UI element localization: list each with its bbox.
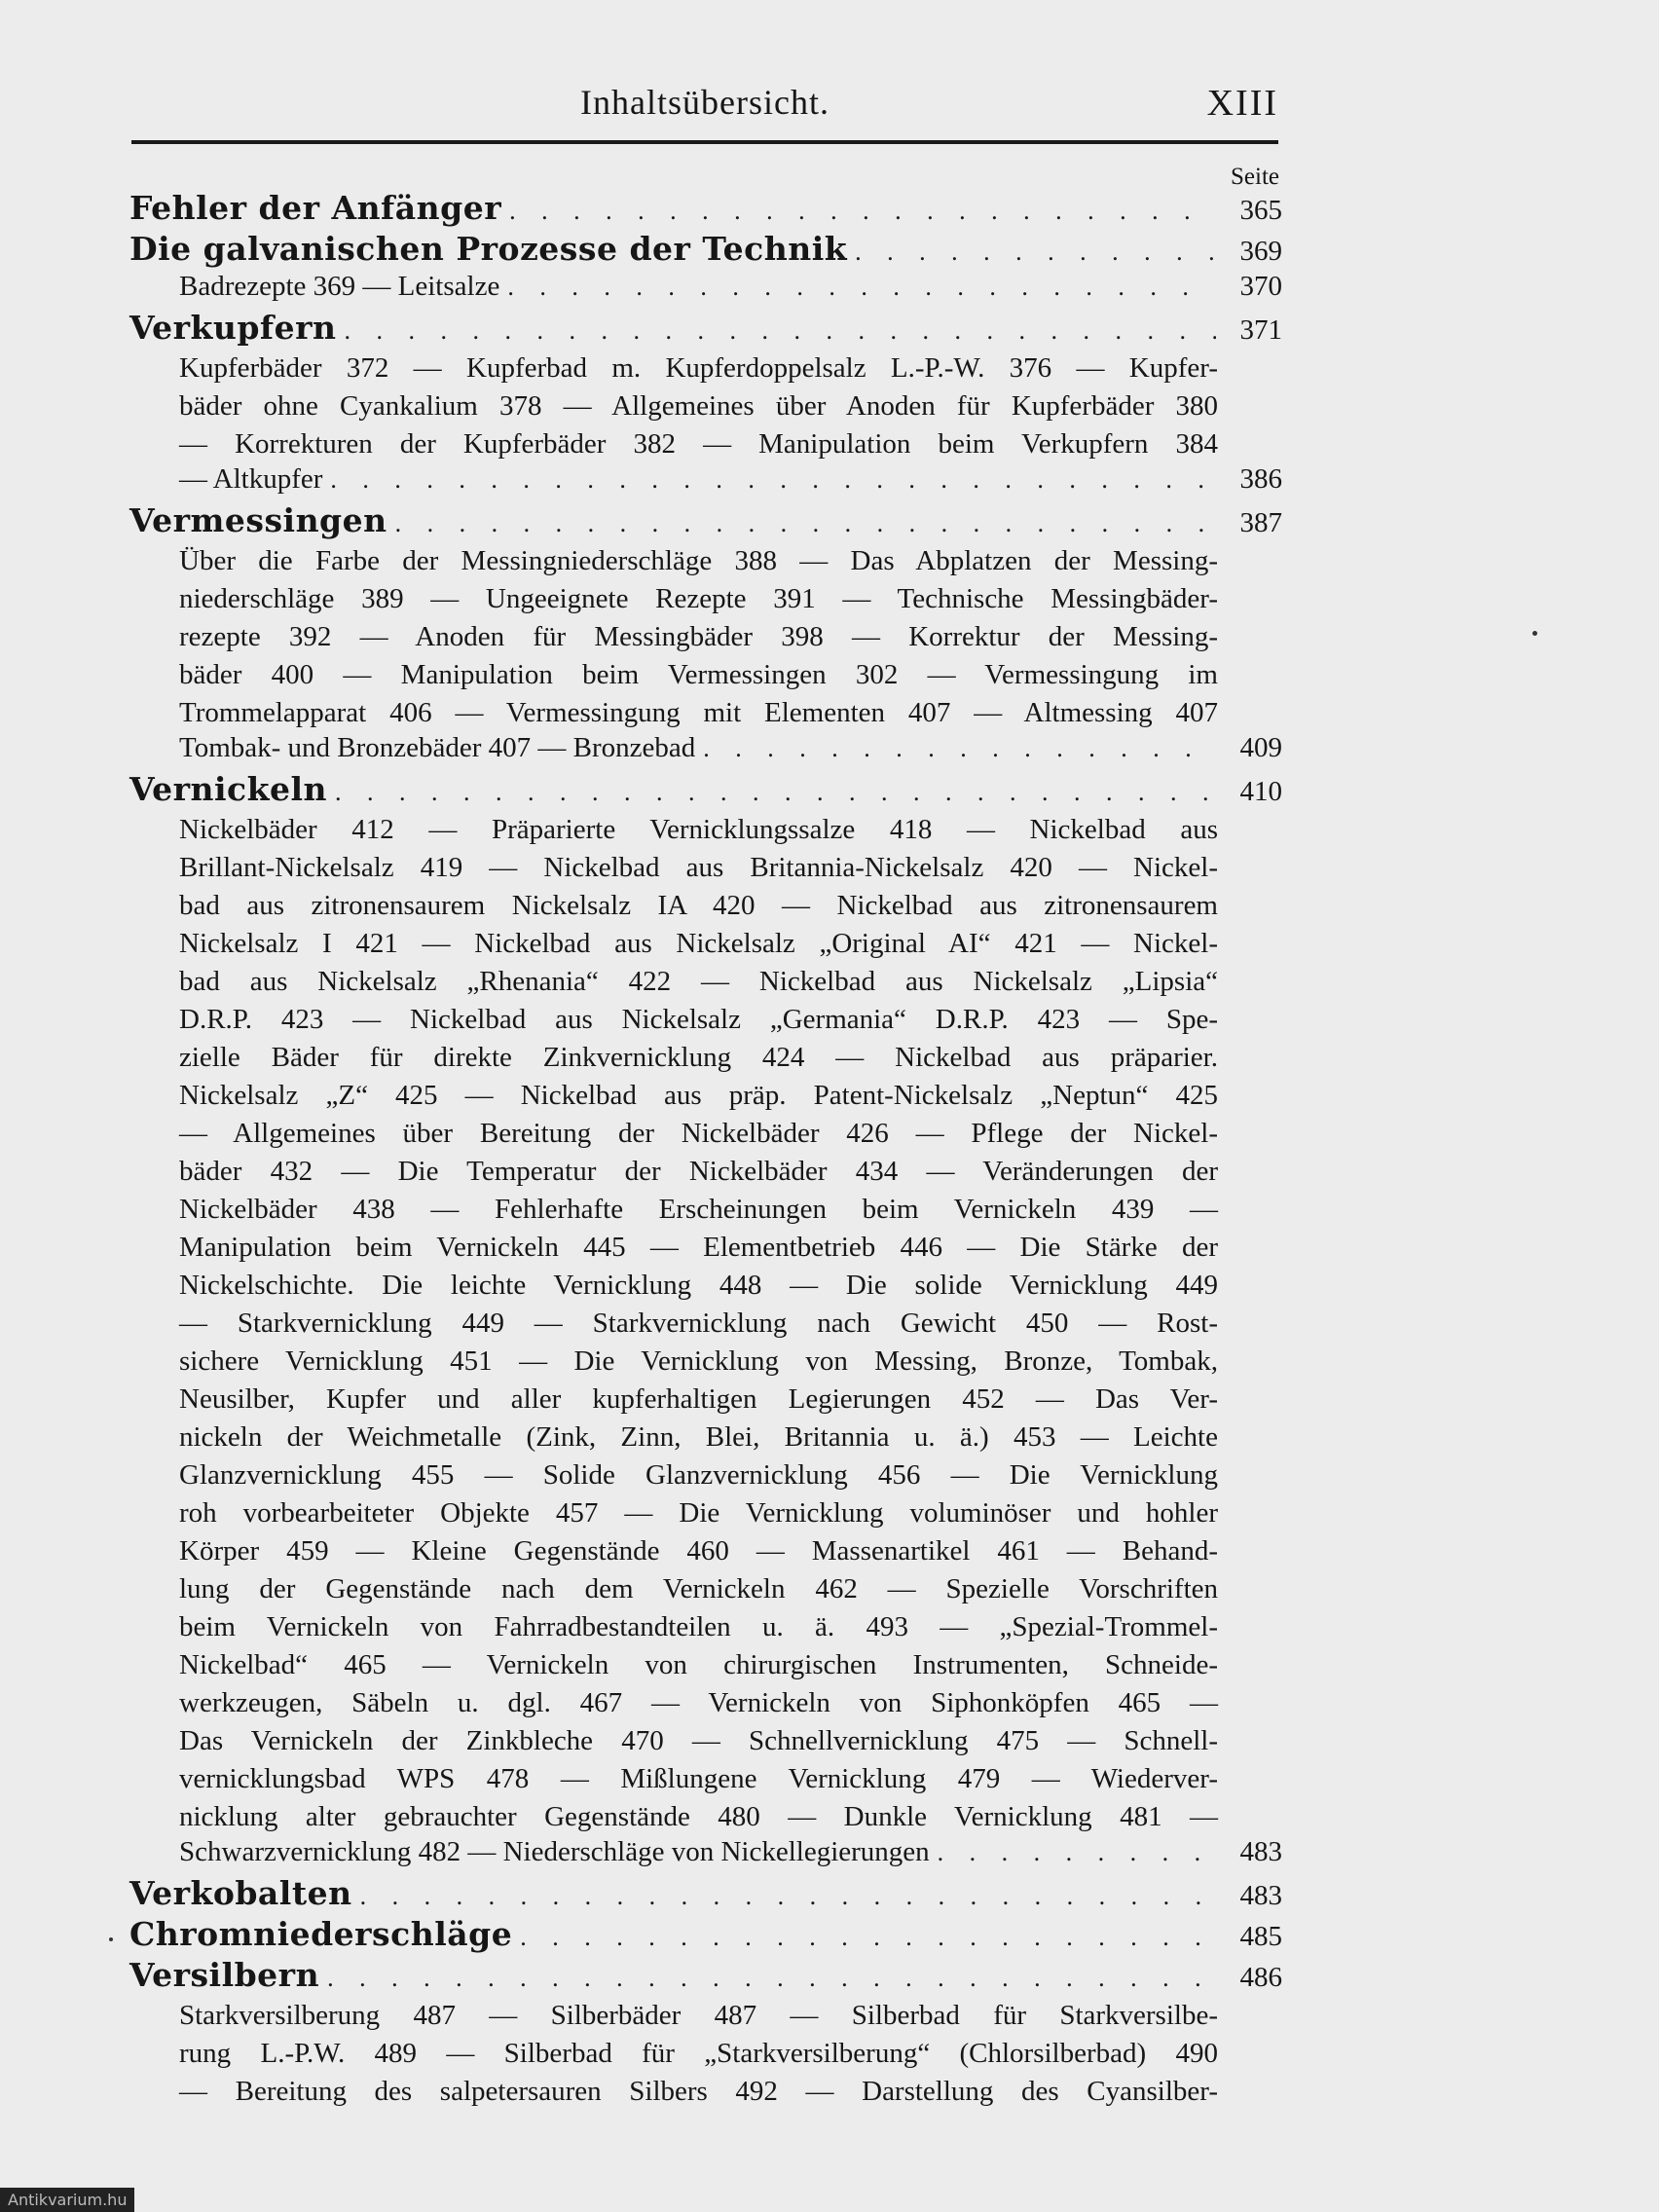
toc-paragraph-line: Nickelbad“ 465 — Vernickeln von chirurgischen Instrumenten, Schneide- <box>179 1649 1218 1680</box>
toc-page-number: 486 <box>1239 1962 1282 1993</box>
toc-entry-text: Schwarzvernicklung 482 — Niederschläge von Nickellegierungen <box>179 1836 930 1867</box>
toc-entry-text: Fehler der Anfänger <box>129 189 502 227</box>
toc-paragraph-line: rezepte 392 — Anoden für Messingbäder 398 — Korrektur der Messing- <box>179 621 1218 652</box>
toc-heading <box>129 770 1282 811</box>
toc-page-number: 485 <box>1239 1921 1282 1952</box>
toc-paragraph-line: Nickelbäder 412 — Präparierte Vernicklungssalze 418 — Nickelbad aus <box>179 814 1218 845</box>
toc-entry-text: Die galvanischen Prozesse der Technik <box>129 230 848 268</box>
toc-paragraph-line: Neusilber, Kupfer und aller kupferhaltigen Legierungen 452 — Das Ver- <box>179 1383 1218 1415</box>
toc-subentry <box>129 1836 1282 1874</box>
dot-leader <box>395 509 1216 538</box>
page-title: Inhaltsübersicht. <box>580 83 830 122</box>
dot-leader <box>509 197 1216 226</box>
toc-paragraph-line: bäder 400 — Manipulation beim Vermessingen 302 — Vermessingung im <box>179 659 1218 690</box>
toc-entry-text: Chromniederschläge <box>129 1915 513 1953</box>
toc-paragraph-line: vernicklungsbad WPS 478 — Mißlungene Vernicklung 479 — Wiederver- <box>179 1763 1218 1794</box>
page-number: XIII <box>1206 83 1278 124</box>
toc-heading <box>129 1956 1282 1997</box>
toc-subentry <box>129 463 1282 501</box>
toc-entry-text: Versilbern <box>129 1956 320 1994</box>
toc-paragraph <box>129 811 1218 1836</box>
toc-entry-text: Vernickeln <box>129 770 327 808</box>
toc-paragraph-line: Über die Farbe der Messingniederschläge 388 — Das Abplatzen der Messing- <box>179 545 1218 576</box>
toc-page-number: 369 <box>1239 236 1282 267</box>
toc-paragraph-line: Brillant-Nickelsalz 419 — Nickelbad aus Britannia-Nickelsalz 420 — Nickel- <box>179 852 1218 883</box>
toc-page-number: 365 <box>1239 195 1282 226</box>
toc-page-number: 483 <box>1239 1836 1282 1867</box>
toc-heading <box>129 501 1282 542</box>
toc-heading <box>129 189 1282 230</box>
toc-paragraph <box>129 350 1218 463</box>
seite-label: Seite <box>1231 164 1279 190</box>
toc-subentry <box>129 271 1282 309</box>
toc-paragraph-line: werkzeugen, Säbeln u. dgl. 467 — Vernickeln von Siphonköpfen 465 — <box>179 1687 1218 1718</box>
toc-paragraph-line: bäder ohne Cyankalium 378 — Allgemeines über Anoden für Kupferbäder 380 <box>179 390 1218 422</box>
toc-paragraph-line: bad aus Nickelsalz „Rhenania“ 422 — Nickelbad aus Nickelsalz „Lipsia“ <box>179 966 1218 997</box>
toc-page-number: 483 <box>1239 1880 1282 1911</box>
toc-paragraph-line: Manipulation beim Vernickeln 445 — Elementbetrieb 446 — Die Stärke der <box>179 1232 1218 1263</box>
toc-paragraph-line: zielle Bäder für direkte Zinkvernicklung 424 — Nickelbad aus präparier. <box>179 1042 1218 1073</box>
toc-paragraph-line: Nickelschichte. Die leichte Vernicklung 448 — Die solide Vernicklung 449 <box>179 1270 1218 1301</box>
dot-leader <box>344 316 1216 346</box>
toc-paragraph-line: Trommelapparat 406 — Vermessingung mit Elementen 407 — Altmessing 407 <box>179 697 1218 728</box>
toc-paragraph-line: lung der Gegenstände nach dem Vernickeln 462 — Spezielle Vorschriften <box>179 1573 1218 1604</box>
toc-paragraph-line: Nickelbäder 438 — Fehlerhafte Erscheinungen beim Vernickeln 439 — <box>179 1194 1218 1225</box>
table-of-contents <box>129 189 1282 2111</box>
toc-paragraph-line: rung L.-P.W. 489 — Silberbad für „Starkversilberung“ (Chlorsilberbad) 490 <box>179 2038 1218 2069</box>
toc-paragraph-line: Nickelsalz „Z“ 425 — Nickelbad aus präp. Patent-Nickelsalz „Neptun“ 425 <box>179 1080 1218 1111</box>
toc-paragraph <box>129 542 1218 732</box>
toc-page-number: 410 <box>1239 776 1282 807</box>
toc-heading <box>129 309 1282 350</box>
toc-paragraph-line: — Allgemeines über Bereitung der Nickelbäder 426 — Pflege der Nickel- <box>179 1118 1218 1149</box>
toc-paragraph-line: Glanzvernicklung 455 — Solide Glanzvernicklung 456 — Die Vernicklung <box>179 1459 1218 1491</box>
watermark: Antikvarium.hu <box>0 2188 134 2212</box>
toc-paragraph-line: Das Vernickeln der Zinkbleche 470 — Schnellvernicklung 475 — Schnell- <box>179 1725 1218 1756</box>
toc-heading <box>129 230 1282 271</box>
toc-paragraph-line: niederschläge 389 — Ungeeignete Rezepte 391 — Technische Messingbäder- <box>179 583 1218 614</box>
toc-entry-text: — Altkupfer <box>179 463 323 495</box>
toc-paragraph-line: Kupferbäder 372 — Kupferbad m. Kupferdoppelsalz L.-P.-W. 376 — Kupfer- <box>179 352 1218 384</box>
toc-paragraph-line: D.R.P. 423 — Nickelbad aus Nickelsalz „Germania“ D.R.P. 423 — Spe- <box>179 1004 1218 1035</box>
toc-entry-text: Tombak- und Bronzebäder 407 — Bronzebad <box>179 732 696 763</box>
dot-leader <box>703 734 1216 763</box>
toc-paragraph-line: nickeln der Weichmetalle (Zink, Zinn, Blei, Britannia u. ä.) 453 — Leichte <box>179 1421 1218 1453</box>
toc-paragraph <box>129 1997 1218 2111</box>
toc-paragraph-line: Starkversilberung 487 — Silberbäder 487 — Silberbad für Starkversilbe- <box>179 2000 1218 2031</box>
toc-paragraph-line: Körper 459 — Kleine Gegenstände 460 — Massenartikel 461 — Behand- <box>179 1535 1218 1567</box>
toc-heading <box>129 1874 1282 1915</box>
paper-speck <box>109 1937 113 1941</box>
toc-paragraph-line: roh vorbearbeiteter Objekte 457 — Die Vernicklung voluminöser und hohler <box>179 1497 1218 1529</box>
toc-paragraph-line: — Starkvernicklung 449 — Starkvernicklung nach Gewicht 450 — Rost- <box>179 1308 1218 1339</box>
dot-leader <box>520 1923 1216 1952</box>
running-head <box>131 82 1278 130</box>
toc-page-number: 409 <box>1239 732 1282 763</box>
toc-entry-text: Badrezepte 369 — Leitsalze <box>179 271 500 302</box>
dot-leader <box>855 238 1216 267</box>
toc-paragraph-line: bäder 432 — Die Temperatur der Nickelbäder 434 — Veränderungen der <box>179 1156 1218 1187</box>
paper-speck <box>1532 631 1537 636</box>
toc-paragraph-line: beim Vernickeln von Fahrradbestandteilen u. ä. 493 — „Spezial-Trommel- <box>179 1611 1218 1642</box>
toc-page-number: 370 <box>1239 271 1282 302</box>
toc-paragraph-line: — Bereitung des salpetersauren Silbers 492 — Darstellung des Cyansilber- <box>179 2076 1218 2107</box>
toc-entry-text: Vermessingen <box>129 501 387 539</box>
toc-entry-text: Verkobalten <box>129 1874 352 1912</box>
toc-paragraph-line: sichere Vernicklung 451 — Die Vernicklung von Messing, Bronze, Tombak, <box>179 1346 1218 1377</box>
dot-leader <box>507 273 1216 302</box>
toc-entry-text: Verkupfern <box>129 309 337 347</box>
toc-paragraph-line: nicklung alter gebrauchter Gegenstände 480 — Dunkle Vernicklung 481 — <box>179 1801 1218 1832</box>
dot-leader <box>360 1882 1216 1911</box>
toc-subentry <box>129 732 1282 770</box>
dot-leader <box>327 1964 1216 1993</box>
dot-leader <box>938 1838 1216 1867</box>
toc-paragraph-line: bad aus zitronensaurem Nickelsalz IA 420 — Nickelbad aus zitronensaurem <box>179 890 1218 921</box>
header-rule <box>131 140 1278 144</box>
toc-paragraph-line: Nickelsalz I 421 — Nickelbad aus Nickelsalz „Original AI“ 421 — Nickel- <box>179 928 1218 959</box>
toc-page-number: 386 <box>1239 463 1282 495</box>
toc-page-number: 387 <box>1239 507 1282 538</box>
toc-paragraph-line: — Korrekturen der Kupferbäder 382 — Manipulation beim Verkupfern 384 <box>179 428 1218 460</box>
toc-heading <box>129 1915 1282 1956</box>
toc-page-number: 371 <box>1239 314 1282 346</box>
dot-leader <box>335 778 1216 807</box>
dot-leader <box>330 465 1216 495</box>
